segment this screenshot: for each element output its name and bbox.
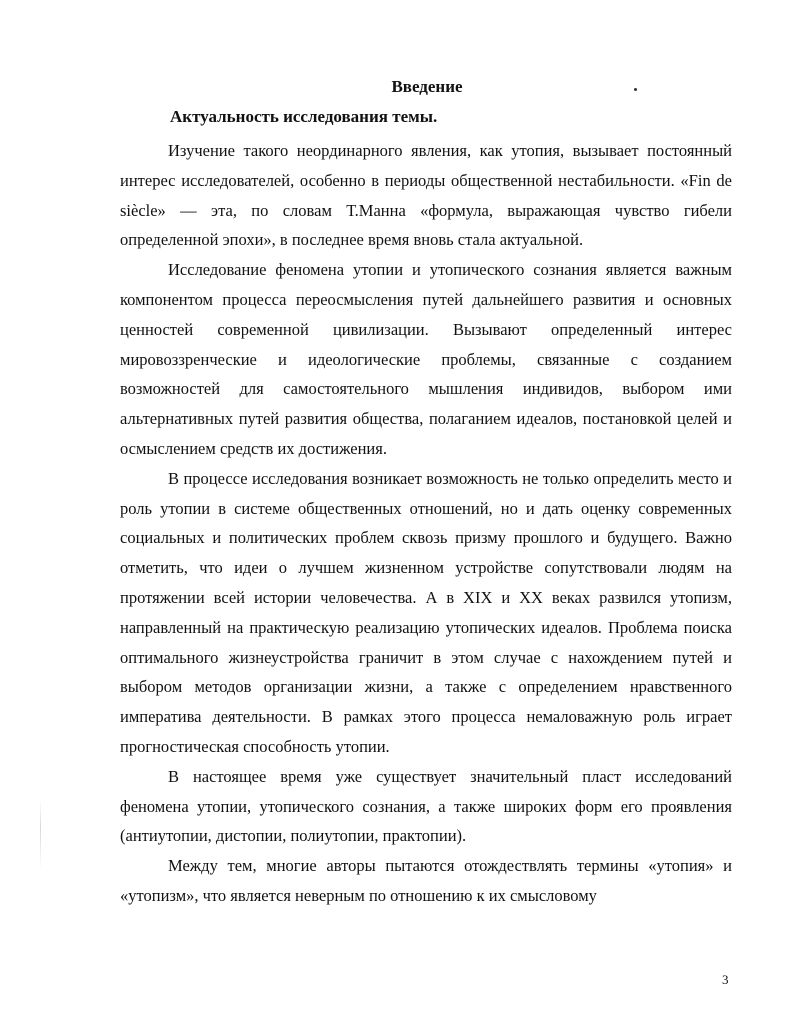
scan-speck <box>634 88 637 91</box>
paragraph: Изучение такого неординарного явления, как утопия, вызывает постоянный интерес исследователей, особенно в периоды общественной нестабильности. «Fin de siècle» — эта, по словам Т.Манна «формула, выражающая чувство гибели определенной эпохи», в последнее время вновь стала актуальной. <box>120 141 732 250</box>
scan-margin-mark <box>40 800 41 870</box>
paragraph: Исследование феномена утопии и утопического сознания является важным компонентом процесса переосмысления путей дальнейшего развития и основных ценностей современной цивилизации. Вызывают определенный интерес мировоззренческие и идеологические проблемы, связанные с созданием возможностей для самостоятельного мышления индивидов, выбором ими альтернативных путей развития общества, полаганием идеалов, постановкой целей и осмыслением средств их достижения. <box>120 260 732 458</box>
body-text <box>120 136 732 911</box>
paragraph: Между тем, многие авторы пытаются отождествлять термины «утопия» и «утопизм», что является неверным по отношению к их смысловому <box>120 856 732 905</box>
page-heading: Введение <box>391 77 463 96</box>
page-number: 3 <box>722 972 729 987</box>
paragraph: В настоящее время уже существует значительный пласт исследований феномена утопии, утопического сознания, а также широких форм его проявления (антиутопии, дистопии, полиутопии, практопии). <box>120 766 732 846</box>
section-subheading: Актуальность исследования темы. <box>170 107 438 126</box>
paragraph: В процессе исследования возникает возможность не только определить место и роль утопии в системе общественных отношений, но и дать оценку современных социальных и политических проблем сквозь призму прошлого и будущего. Важно отметить, что идеи о лучшем жизненном устройстве сопутствовали людям на протяжении всей истории человечества. А в XIX и XX веках развился утопизм, направленный на практическую реализацию утопических идеалов. Проблема поиска оптимального жизнеустройства граничит в этом случае с нахождением путей и выбором методов организации жизни, а также с определением нравственного императива деятельности. В рамках этого процесса немаловажную роль играет прогностическая способность утопии. <box>120 468 732 756</box>
